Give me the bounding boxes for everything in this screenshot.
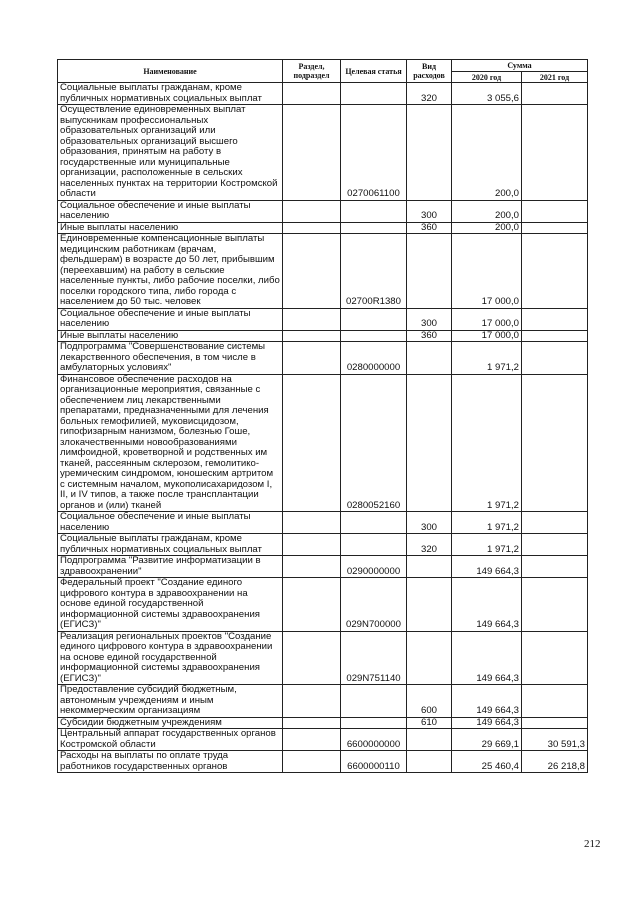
table-row <box>58 342 588 375</box>
cell-y2021 <box>522 556 588 578</box>
cell-target <box>341 83 407 105</box>
cell-target: 0280052160 <box>341 374 407 512</box>
cell-target: 0290000000 <box>341 556 407 578</box>
cell-y2021 <box>522 308 588 330</box>
cell-type: 300 <box>407 512 452 534</box>
cell-y2021 <box>522 534 588 556</box>
cell-name: Осуществление единовременных выплат выпускникам профессиональных образовательных организаций или образовательных организаций высшего образования, принятым на работу в государственные или муниципальные организации, расположенные в сельских населенных пунктах на территории Костромской области <box>58 105 283 201</box>
cell-target: 0270061100 <box>341 105 407 201</box>
cell-name: Иные выплаты населению <box>58 222 283 234</box>
header-name: Наименование <box>58 60 283 83</box>
cell-section <box>283 685 341 718</box>
cell-section <box>283 330 341 342</box>
cell-section <box>283 717 341 729</box>
cell-y2021 <box>522 105 588 201</box>
cell-y2020: 149 664,3 <box>452 631 522 685</box>
cell-name: Подпрограмма "Развитие информатизации в здравоохранении" <box>58 556 283 578</box>
cell-name: Субсидии бюджетным учреждениям <box>58 717 283 729</box>
cell-y2021 <box>522 512 588 534</box>
cell-name: Реализация региональных проектов "Создание единого цифрового контура в здравоохранении на основе единой государственной информационной системы здравоохранения (ЕГИСЗ)" <box>58 631 283 685</box>
table-row <box>58 308 588 330</box>
cell-y2021 <box>522 200 588 222</box>
cell-type: 360 <box>407 222 452 234</box>
cell-target <box>341 534 407 556</box>
cell-y2020: 17 000,0 <box>452 234 522 309</box>
cell-y2021 <box>522 234 588 309</box>
cell-section <box>283 308 341 330</box>
cell-type: 320 <box>407 83 452 105</box>
cell-y2020: 1 971,2 <box>452 374 522 512</box>
cell-y2020: 1 971,2 <box>452 342 522 375</box>
cell-target <box>341 717 407 729</box>
cell-name: Иные выплаты населению <box>58 330 283 342</box>
header-sum: Сумма <box>452 60 588 72</box>
cell-section <box>283 83 341 105</box>
cell-name: Социальные выплаты гражданам, кроме публичных нормативных социальных выплат <box>58 534 283 556</box>
cell-y2020: 1 971,2 <box>452 512 522 534</box>
cell-y2020: 200,0 <box>452 105 522 201</box>
cell-name: Подпрограмма "Совершенствование системы лекарственного обеспечения, в том числе в амбулаторных условиях" <box>58 342 283 375</box>
cell-type: 600 <box>407 685 452 718</box>
cell-section <box>283 374 341 512</box>
cell-name: Финансовое обеспечение расходов на организационные мероприятия, связанные с обеспечением лиц лекарственными препаратами, предназначенными для лечения больных гемофилией, муковисцидозом, гипофизарным нанизмом, болезнью Гоше, злокачественными новообразованиями лимфоидной, кроветворной и родственных им тканей, рассеянным склерозом, гемолитико-уремическим синдромом, юношеским артритом с системным началом, мукополисахаридозом I, II, и IV типов, а также после трансплантации органов и (или) тканей <box>58 374 283 512</box>
cell-section <box>283 234 341 309</box>
cell-y2021 <box>522 222 588 234</box>
cell-y2020: 1 971,2 <box>452 534 522 556</box>
cell-type <box>407 729 452 751</box>
table-row <box>58 200 588 222</box>
cell-type: 300 <box>407 200 452 222</box>
cell-section <box>283 751 341 773</box>
cell-section <box>283 631 341 685</box>
cell-y2021 <box>522 578 588 632</box>
cell-section <box>283 342 341 375</box>
cell-y2021 <box>522 685 588 718</box>
cell-target: 029N751140 <box>341 631 407 685</box>
cell-y2020: 25 460,4 <box>452 751 522 773</box>
table-row <box>58 105 588 201</box>
cell-target: 6600000110 <box>341 751 407 773</box>
cell-type: 320 <box>407 534 452 556</box>
cell-type <box>407 105 452 201</box>
cell-y2021: 26 218,8 <box>522 751 588 773</box>
cell-name: Центральный аппарат государственных органов Костромской области <box>58 729 283 751</box>
cell-y2021 <box>522 342 588 375</box>
cell-type <box>407 556 452 578</box>
cell-section <box>283 222 341 234</box>
table-row <box>58 83 588 105</box>
cell-name: Федеральный проект "Создание единого цифрового контура в здравоохранении на основе единой государственной информационной системы здравоохранения (ЕГИСЗ)" <box>58 578 283 632</box>
cell-name: Предоставление субсидий бюджетным, автономным учреждениям и иным некоммерческим организациям <box>58 685 283 718</box>
cell-name: Расходы на выплаты по оплате труда работников государственных органов <box>58 751 283 773</box>
cell-type <box>407 342 452 375</box>
cell-target <box>341 222 407 234</box>
cell-section <box>283 512 341 534</box>
cell-type <box>407 631 452 685</box>
table-row <box>58 556 588 578</box>
cell-type: 360 <box>407 330 452 342</box>
cell-type <box>407 374 452 512</box>
table-row <box>58 330 588 342</box>
cell-section <box>283 200 341 222</box>
cell-target: 029N700000 <box>341 578 407 632</box>
cell-name: Социальное обеспечение и иные выплаты населению <box>58 308 283 330</box>
cell-section <box>283 729 341 751</box>
table-row <box>58 512 588 534</box>
cell-type <box>407 578 452 632</box>
table-body <box>58 83 588 773</box>
header-type: Вид расходов <box>407 60 452 83</box>
cell-y2020: 149 664,3 <box>452 578 522 632</box>
table-row <box>58 717 588 729</box>
cell-section <box>283 556 341 578</box>
cell-type: 300 <box>407 308 452 330</box>
table-row <box>58 631 588 685</box>
table-row <box>58 685 588 718</box>
cell-type <box>407 234 452 309</box>
cell-target: 02700R1380 <box>341 234 407 309</box>
cell-y2021 <box>522 330 588 342</box>
cell-y2021 <box>522 83 588 105</box>
table-row <box>58 751 588 773</box>
cell-y2020: 149 664,3 <box>452 556 522 578</box>
table-row <box>58 729 588 751</box>
cell-target: 6600000000 <box>341 729 407 751</box>
cell-target <box>341 200 407 222</box>
cell-y2020: 3 055,6 <box>452 83 522 105</box>
cell-target <box>341 512 407 534</box>
cell-y2020: 29 669,1 <box>452 729 522 751</box>
cell-y2021 <box>522 374 588 512</box>
table-row <box>58 578 588 632</box>
table-row <box>58 374 588 512</box>
cell-name: Социальные выплаты гражданам, кроме публичных нормативных социальных выплат <box>58 83 283 105</box>
cell-section <box>283 105 341 201</box>
table-row <box>58 534 588 556</box>
budget-table <box>57 59 588 773</box>
cell-name: Социальное обеспечение и иные выплаты населению <box>58 512 283 534</box>
cell-y2021 <box>522 631 588 685</box>
cell-target <box>341 685 407 718</box>
header-2021: 2021 год <box>522 72 588 83</box>
header-2020: 2020 год <box>452 72 522 83</box>
cell-y2020: 17 000,0 <box>452 330 522 342</box>
cell-y2020: 17 000,0 <box>452 308 522 330</box>
cell-type <box>407 751 452 773</box>
header-section: Раздел, подраздел <box>283 60 341 83</box>
cell-name: Единовременные компенсационные выплаты медицинским работникам (врачам, фельдшерам) в возрасте до 50 лет, прибывшим (переехавшим) на работу в сельские населенные пункты, либо рабочие поселки, либо поселки городского типа, либо города с населением до 50 тыс. человек <box>58 234 283 309</box>
cell-y2020: 149 664,3 <box>452 717 522 729</box>
page-number: 212 <box>584 838 601 850</box>
cell-target: 0280000000 <box>341 342 407 375</box>
cell-y2020: 200,0 <box>452 200 522 222</box>
cell-target <box>341 308 407 330</box>
cell-y2020: 200,0 <box>452 222 522 234</box>
cell-y2021: 30 591,3 <box>522 729 588 751</box>
header-target: Целевая статья <box>341 60 407 83</box>
cell-target <box>341 330 407 342</box>
cell-y2021 <box>522 717 588 729</box>
table-row <box>58 234 588 309</box>
table-row <box>58 222 588 234</box>
cell-name: Социальное обеспечение и иные выплаты населению <box>58 200 283 222</box>
cell-section <box>283 578 341 632</box>
cell-type: 610 <box>407 717 452 729</box>
cell-y2020: 149 664,3 <box>452 685 522 718</box>
cell-section <box>283 534 341 556</box>
